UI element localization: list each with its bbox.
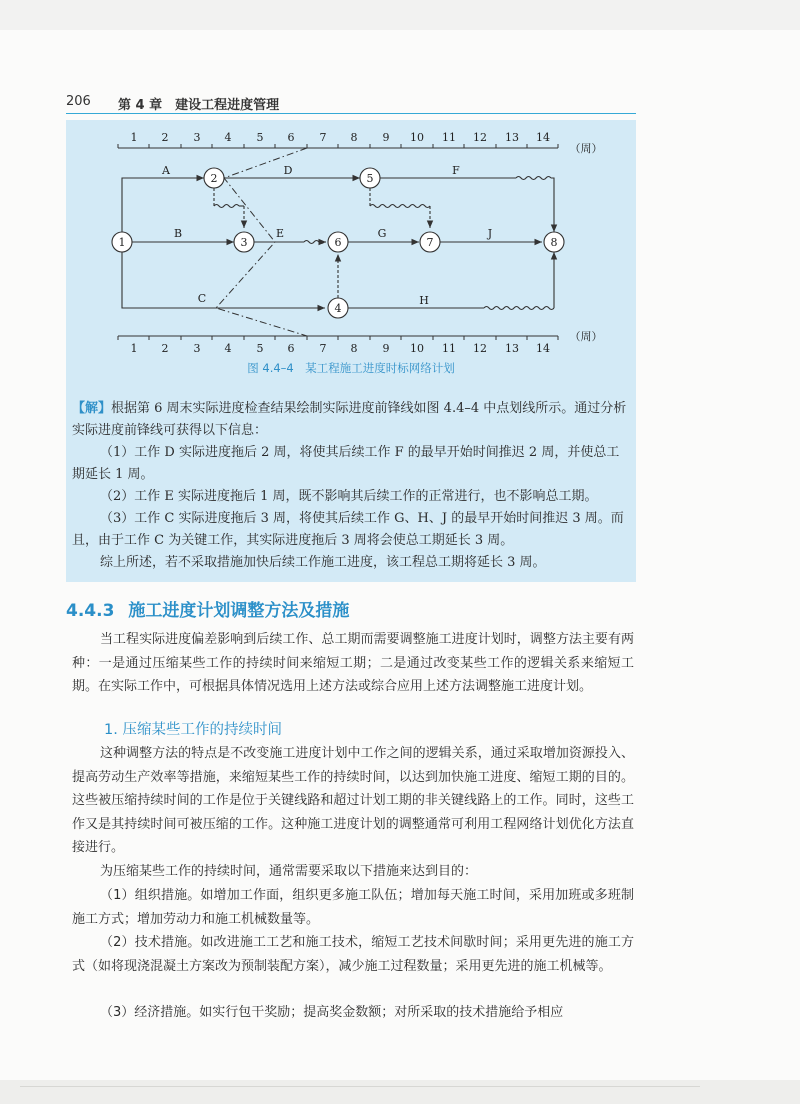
measure-2: （2）技术措施。如改进施工工艺和施工技术，缩短工艺技术间歇时间；采用更先进的施工方式（如将现浇混凝土方案改为预制装配方案），减少施工过程数量；采用更先进的施工机械等。 [72, 935, 634, 974]
section-title: 施工进度计划调整方法及措施 [128, 601, 350, 621]
tick-top-5: 5 [256, 131, 264, 144]
tick-bottom-3: 3 [193, 342, 201, 355]
top-axis-ticks [118, 144, 558, 148]
tick-top-8: 8 [350, 131, 358, 144]
wavy-e [304, 241, 324, 244]
activity-g: G [377, 227, 387, 240]
axis-unit-top: （周） [569, 142, 603, 155]
solution-item-1: （1）工作 D 实际进度拖后 2 周，将使其后续工作 F 的最早开始时间推迟 2 周，并使总工期延长 1 周。 [72, 445, 620, 482]
tick-bottom-12: 12 [473, 342, 487, 355]
subsection-heading: 1. 压缩某些工作的持续时间 [104, 722, 282, 738]
running-header [66, 92, 636, 114]
node-label-8: 8 [550, 236, 558, 249]
header-rule [66, 113, 636, 114]
page-number: 206 [66, 94, 91, 109]
solution-item-2: （2）工作 E 实际进度拖后 1 周，既不影响其后续工作的正常进行，也不影响总工期。 [100, 489, 598, 504]
subsection-paragraph-1: 这种调整方法的特点是不改变施工进度计划中工作之间的逻辑关系，通过采取增加资源投入、提高劳动生产效率等措施，来缩短某些工作的持续时间，以达到加快施工进度、缩短工期的目的。这些被压缩持续时间的工作是位于关键线路和超过计划工期的非关键线路上的工作。同时，这些工作又是其持续时间可被压缩的工作。这种施工进度计划的调整通常可利用工程网络计划优化方法直接进行。 [72, 746, 634, 855]
arrow-a [122, 178, 204, 232]
activity-e: E [275, 227, 285, 240]
tick-top-10: 10 [410, 131, 424, 144]
tick-top-2: 2 [161, 131, 169, 144]
node-label-7: 7 [426, 236, 434, 249]
section-number: 4.4.3 [66, 601, 115, 621]
solution-summary: 综上所述，若不采取措施加快后续工作施工进度，该工程总工期将延长 3 周。 [100, 555, 546, 570]
axis-unit-bottom: （周） [569, 330, 603, 343]
activity-f: F [452, 164, 460, 177]
tick-bottom-6: 6 [287, 342, 295, 355]
solution-item-3: （3）工作 C 实际进度拖后 3 周，将使其后续工作 G、H、J 的最早开始时间推迟 3 周。而且，由于工作 C 为关键工作，其实际进度拖后 3 周将会使总工期延长 3 周。 [72, 511, 624, 548]
tick-bottom-11: 11 [442, 342, 456, 355]
tick-top-13: 13 [505, 131, 519, 144]
tick-bottom-2: 2 [161, 342, 169, 355]
tick-bottom-7: 7 [319, 342, 327, 355]
solution-intro [72, 398, 632, 442]
wavy-f [516, 177, 551, 180]
tick-bottom-13: 13 [505, 342, 519, 355]
tick-bottom-9: 9 [382, 342, 390, 355]
tick-bottom-5: 5 [256, 342, 264, 355]
top-scan-band [0, 0, 800, 30]
node-label-3: 3 [240, 236, 248, 249]
tick-bottom-1: 1 [130, 342, 138, 355]
section-intro-paragraph: 当工程实际进度偏差影响到后续工作、总工期而需要调整施工进度计划时，调整方法主要有两种：一是通过压缩某些工作的持续时间来缩短工期；二是通过改变某些工作的逻辑关系来缩短工期。在实际工作中，可根据具体情况选用上述方法或综合应用上述方法调整施工进度计划。 [72, 632, 634, 694]
tick-top-7: 7 [319, 131, 327, 144]
chapter-title: 第 4 章 建设工程进度管理 [118, 98, 280, 113]
node-label-6: 6 [334, 236, 342, 249]
tick-top-6: 6 [287, 131, 295, 144]
subsection-paragraph-2: 为压缩某些工作的持续时间，通常需要采取以下措施来达到目的： [100, 864, 478, 879]
activity-b: B [173, 227, 183, 240]
figure-caption: 图 4.4–4 某工程施工进度时标网络计划 [247, 361, 455, 375]
wavy-h [484, 307, 554, 310]
activity-c: C [197, 292, 207, 305]
node-label-1: 1 [118, 236, 126, 249]
activity-a: A [162, 164, 170, 177]
node-label-4: 4 [334, 302, 342, 315]
tick-bottom-14: 14 [536, 342, 550, 355]
activity-h: H [419, 294, 429, 307]
measure-3: （3）经济措施。如实行包干奖励；提高奖金数额；对所采取的技术措施给予相应 [100, 1005, 564, 1020]
tick-top-14: 14 [536, 131, 550, 144]
tick-top-4: 4 [224, 131, 232, 144]
network-diagram [66, 124, 636, 360]
tick-bottom-8: 8 [350, 342, 358, 355]
measure-1: （1）组织措施。如增加工作面，组织更多施工队伍；增加每天施工时间，采用加班或多班制施工方式；增加劳动力和施工机械数量等。 [72, 888, 634, 927]
bottom-rule [20, 1086, 700, 1087]
activity-d: D [283, 164, 293, 177]
tick-top-1: 1 [130, 131, 138, 144]
tick-bottom-10: 10 [410, 342, 424, 355]
node-label-5: 5 [366, 172, 374, 185]
tick-bottom-4: 4 [224, 342, 232, 355]
tick-top-12: 12 [473, 131, 487, 144]
tick-top-11: 11 [442, 131, 456, 144]
tick-top-9: 9 [382, 131, 390, 144]
node-label-2: 2 [210, 172, 218, 185]
solution-tag: 【解】 [72, 401, 112, 416]
tick-top-3: 3 [193, 131, 201, 144]
bottom-scan-band [0, 1080, 800, 1104]
section-heading [66, 596, 349, 621]
solution-intro-text: 根据第 6 周末实际进度检查结果绘制实际进度前锋线如图 4.4–4 中点划线所示。通过分析实际进度前锋线可获得以下信息： [72, 401, 627, 438]
activity-j: J [487, 227, 493, 240]
